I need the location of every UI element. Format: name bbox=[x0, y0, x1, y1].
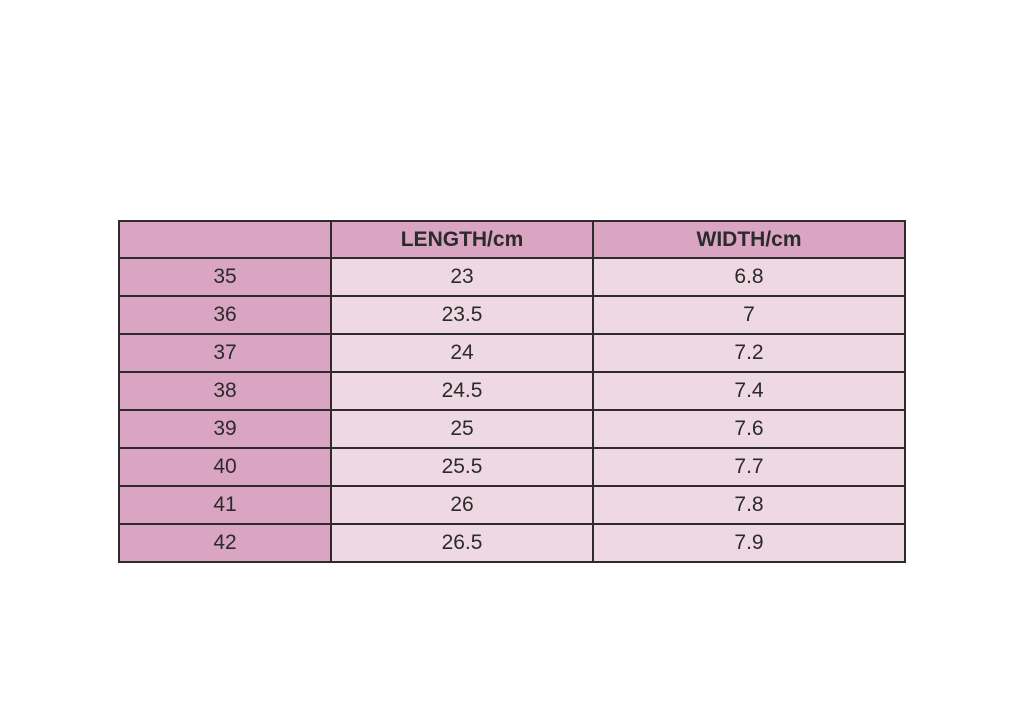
length-cell: 24.5 bbox=[331, 372, 593, 410]
width-cell: 7.8 bbox=[593, 486, 905, 524]
size-chart-table bbox=[118, 220, 906, 563]
table-row bbox=[119, 410, 905, 448]
table-row bbox=[119, 524, 905, 562]
length-cell: 24 bbox=[331, 334, 593, 372]
length-cell: 23.5 bbox=[331, 296, 593, 334]
column-header-size bbox=[119, 221, 331, 258]
size-cell: 39 bbox=[119, 410, 331, 448]
table-row bbox=[119, 486, 905, 524]
length-cell: 26.5 bbox=[331, 524, 593, 562]
table-row bbox=[119, 296, 905, 334]
width-cell: 7.4 bbox=[593, 372, 905, 410]
width-cell: 7.9 bbox=[593, 524, 905, 562]
width-cell: 7 bbox=[593, 296, 905, 334]
length-cell: 26 bbox=[331, 486, 593, 524]
table-row bbox=[119, 258, 905, 296]
size-cell: 35 bbox=[119, 258, 331, 296]
size-chart bbox=[118, 220, 906, 563]
column-header-length: LENGTH/cm bbox=[331, 221, 593, 258]
size-cell: 42 bbox=[119, 524, 331, 562]
header-row bbox=[119, 221, 905, 258]
size-cell: 41 bbox=[119, 486, 331, 524]
table-row bbox=[119, 334, 905, 372]
table-row bbox=[119, 372, 905, 410]
size-cell: 40 bbox=[119, 448, 331, 486]
size-cell: 38 bbox=[119, 372, 331, 410]
size-cell: 37 bbox=[119, 334, 331, 372]
length-cell: 25.5 bbox=[331, 448, 593, 486]
column-header-width: WIDTH/cm bbox=[593, 221, 905, 258]
length-cell: 23 bbox=[331, 258, 593, 296]
width-cell: 7.7 bbox=[593, 448, 905, 486]
width-cell: 7.2 bbox=[593, 334, 905, 372]
table-row bbox=[119, 448, 905, 486]
length-cell: 25 bbox=[331, 410, 593, 448]
width-cell: 6.8 bbox=[593, 258, 905, 296]
width-cell: 7.6 bbox=[593, 410, 905, 448]
size-cell: 36 bbox=[119, 296, 331, 334]
